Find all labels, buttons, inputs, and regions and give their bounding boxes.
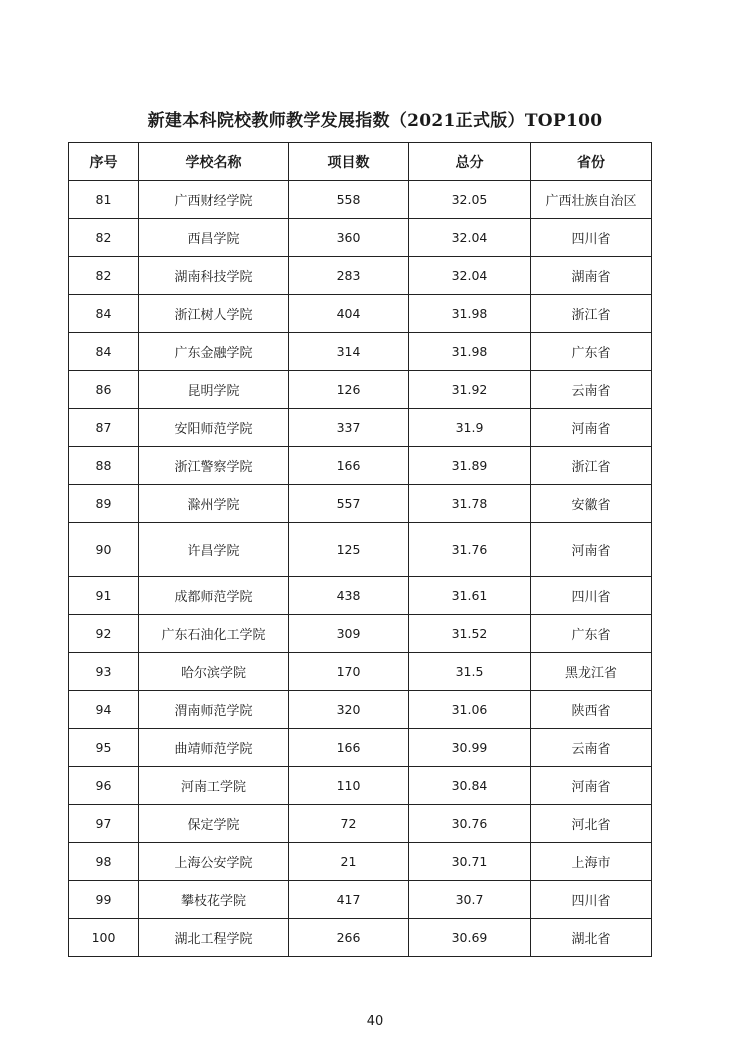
cell-score: 31.06 bbox=[409, 691, 531, 729]
cell-rank: 94 bbox=[69, 691, 139, 729]
cell-rank: 89 bbox=[69, 485, 139, 523]
cell-rank: 99 bbox=[69, 881, 139, 919]
cell-province: 河南省 bbox=[531, 523, 652, 577]
header-projects: 项目数 bbox=[289, 143, 409, 181]
cell-province: 四川省 bbox=[531, 219, 652, 257]
cell-school: 滁州学院 bbox=[139, 485, 289, 523]
cell-school: 广东金融学院 bbox=[139, 333, 289, 371]
table-row bbox=[69, 881, 652, 919]
cell-score: 32.04 bbox=[409, 257, 531, 295]
cell-school: 哈尔滨学院 bbox=[139, 653, 289, 691]
cell-projects: 314 bbox=[289, 333, 409, 371]
cell-school: 河南工学院 bbox=[139, 767, 289, 805]
table-row bbox=[69, 181, 652, 219]
cell-province: 云南省 bbox=[531, 729, 652, 767]
cell-rank: 84 bbox=[69, 333, 139, 371]
cell-score: 31.98 bbox=[409, 333, 531, 371]
cell-province: 浙江省 bbox=[531, 295, 652, 333]
header-score: 总分 bbox=[409, 143, 531, 181]
cell-score: 31.89 bbox=[409, 447, 531, 485]
cell-school: 湖北工程学院 bbox=[139, 919, 289, 957]
cell-projects: 170 bbox=[289, 653, 409, 691]
table-row bbox=[69, 691, 652, 729]
cell-score: 30.7 bbox=[409, 881, 531, 919]
cell-province: 陕西省 bbox=[531, 691, 652, 729]
cell-score: 31.9 bbox=[409, 409, 531, 447]
cell-school: 保定学院 bbox=[139, 805, 289, 843]
cell-rank: 91 bbox=[69, 577, 139, 615]
cell-province: 浙江省 bbox=[531, 447, 652, 485]
table-row bbox=[69, 615, 652, 653]
table-row bbox=[69, 447, 652, 485]
cell-projects: 404 bbox=[289, 295, 409, 333]
cell-score: 31.98 bbox=[409, 295, 531, 333]
cell-score: 31.61 bbox=[409, 577, 531, 615]
cell-score: 32.05 bbox=[409, 181, 531, 219]
cell-province: 湖南省 bbox=[531, 257, 652, 295]
cell-school: 广西财经学院 bbox=[139, 181, 289, 219]
cell-school: 浙江树人学院 bbox=[139, 295, 289, 333]
cell-province: 广东省 bbox=[531, 333, 652, 371]
cell-rank: 92 bbox=[69, 615, 139, 653]
cell-school: 湖南科技学院 bbox=[139, 257, 289, 295]
cell-school: 浙江警察学院 bbox=[139, 447, 289, 485]
cell-province: 安徽省 bbox=[531, 485, 652, 523]
cell-rank: 97 bbox=[69, 805, 139, 843]
table-row bbox=[69, 729, 652, 767]
cell-score: 30.84 bbox=[409, 767, 531, 805]
table-row bbox=[69, 843, 652, 881]
cell-school: 曲靖师范学院 bbox=[139, 729, 289, 767]
cell-province: 河北省 bbox=[531, 805, 652, 843]
table-row bbox=[69, 523, 652, 577]
cell-projects: 125 bbox=[289, 523, 409, 577]
cell-projects: 266 bbox=[289, 919, 409, 957]
cell-rank: 95 bbox=[69, 729, 139, 767]
cell-province: 黑龙江省 bbox=[531, 653, 652, 691]
header-school: 学校名称 bbox=[139, 143, 289, 181]
table-header-row bbox=[69, 143, 652, 181]
cell-province: 河南省 bbox=[531, 767, 652, 805]
page-number: 40 bbox=[366, 1014, 384, 1029]
table-row bbox=[69, 577, 652, 615]
cell-score: 31.76 bbox=[409, 523, 531, 577]
cell-score: 31.78 bbox=[409, 485, 531, 523]
cell-rank: 87 bbox=[69, 409, 139, 447]
cell-province: 广西壮族自治区 bbox=[531, 181, 652, 219]
cell-projects: 283 bbox=[289, 257, 409, 295]
cell-rank: 88 bbox=[69, 447, 139, 485]
table-row bbox=[69, 257, 652, 295]
table-row bbox=[69, 485, 652, 523]
cell-rank: 100 bbox=[69, 919, 139, 957]
cell-projects: 417 bbox=[289, 881, 409, 919]
cell-projects: 110 bbox=[289, 767, 409, 805]
cell-projects: 166 bbox=[289, 447, 409, 485]
cell-rank: 93 bbox=[69, 653, 139, 691]
cell-province: 四川省 bbox=[531, 881, 652, 919]
cell-province: 上海市 bbox=[531, 843, 652, 881]
table-row bbox=[69, 333, 652, 371]
cell-score: 31.52 bbox=[409, 615, 531, 653]
cell-province: 广东省 bbox=[531, 615, 652, 653]
header-province: 省份 bbox=[531, 143, 652, 181]
table-row bbox=[69, 371, 652, 409]
cell-rank: 86 bbox=[69, 371, 139, 409]
cell-projects: 438 bbox=[289, 577, 409, 615]
cell-projects: 126 bbox=[289, 371, 409, 409]
cell-projects: 360 bbox=[289, 219, 409, 257]
cell-school: 广东石油化工学院 bbox=[139, 615, 289, 653]
cell-school: 攀枝花学院 bbox=[139, 881, 289, 919]
cell-projects: 557 bbox=[289, 485, 409, 523]
ranking-table bbox=[68, 142, 652, 957]
table-row bbox=[69, 805, 652, 843]
cell-score: 30.76 bbox=[409, 805, 531, 843]
cell-score: 31.5 bbox=[409, 653, 531, 691]
cell-projects: 337 bbox=[289, 409, 409, 447]
cell-rank: 82 bbox=[69, 219, 139, 257]
cell-projects: 320 bbox=[289, 691, 409, 729]
cell-score: 30.71 bbox=[409, 843, 531, 881]
cell-score: 31.92 bbox=[409, 371, 531, 409]
cell-school: 成都师范学院 bbox=[139, 577, 289, 615]
cell-rank: 81 bbox=[69, 181, 139, 219]
table-row bbox=[69, 767, 652, 805]
cell-score: 30.69 bbox=[409, 919, 531, 957]
cell-projects: 558 bbox=[289, 181, 409, 219]
table-row bbox=[69, 919, 652, 957]
document-title: 新建本科院校教师教学发展指数（2021正式版）TOP100 bbox=[147, 111, 603, 131]
cell-rank: 90 bbox=[69, 523, 139, 577]
cell-score: 30.99 bbox=[409, 729, 531, 767]
cell-school: 安阳师范学院 bbox=[139, 409, 289, 447]
cell-school: 许昌学院 bbox=[139, 523, 289, 577]
cell-rank: 82 bbox=[69, 257, 139, 295]
cell-province: 河南省 bbox=[531, 409, 652, 447]
cell-projects: 72 bbox=[289, 805, 409, 843]
cell-rank: 98 bbox=[69, 843, 139, 881]
cell-score: 32.04 bbox=[409, 219, 531, 257]
table-row bbox=[69, 653, 652, 691]
table-row bbox=[69, 295, 652, 333]
table-row bbox=[69, 219, 652, 257]
cell-province: 湖北省 bbox=[531, 919, 652, 957]
cell-rank: 96 bbox=[69, 767, 139, 805]
cell-school: 昆明学院 bbox=[139, 371, 289, 409]
cell-province: 云南省 bbox=[531, 371, 652, 409]
table-row bbox=[69, 409, 652, 447]
cell-school: 西昌学院 bbox=[139, 219, 289, 257]
cell-rank: 84 bbox=[69, 295, 139, 333]
cell-projects: 166 bbox=[289, 729, 409, 767]
cell-projects: 309 bbox=[289, 615, 409, 653]
cell-school: 渭南师范学院 bbox=[139, 691, 289, 729]
header-rank: 序号 bbox=[69, 143, 139, 181]
cell-projects: 21 bbox=[289, 843, 409, 881]
cell-school: 上海公安学院 bbox=[139, 843, 289, 881]
cell-province: 四川省 bbox=[531, 577, 652, 615]
